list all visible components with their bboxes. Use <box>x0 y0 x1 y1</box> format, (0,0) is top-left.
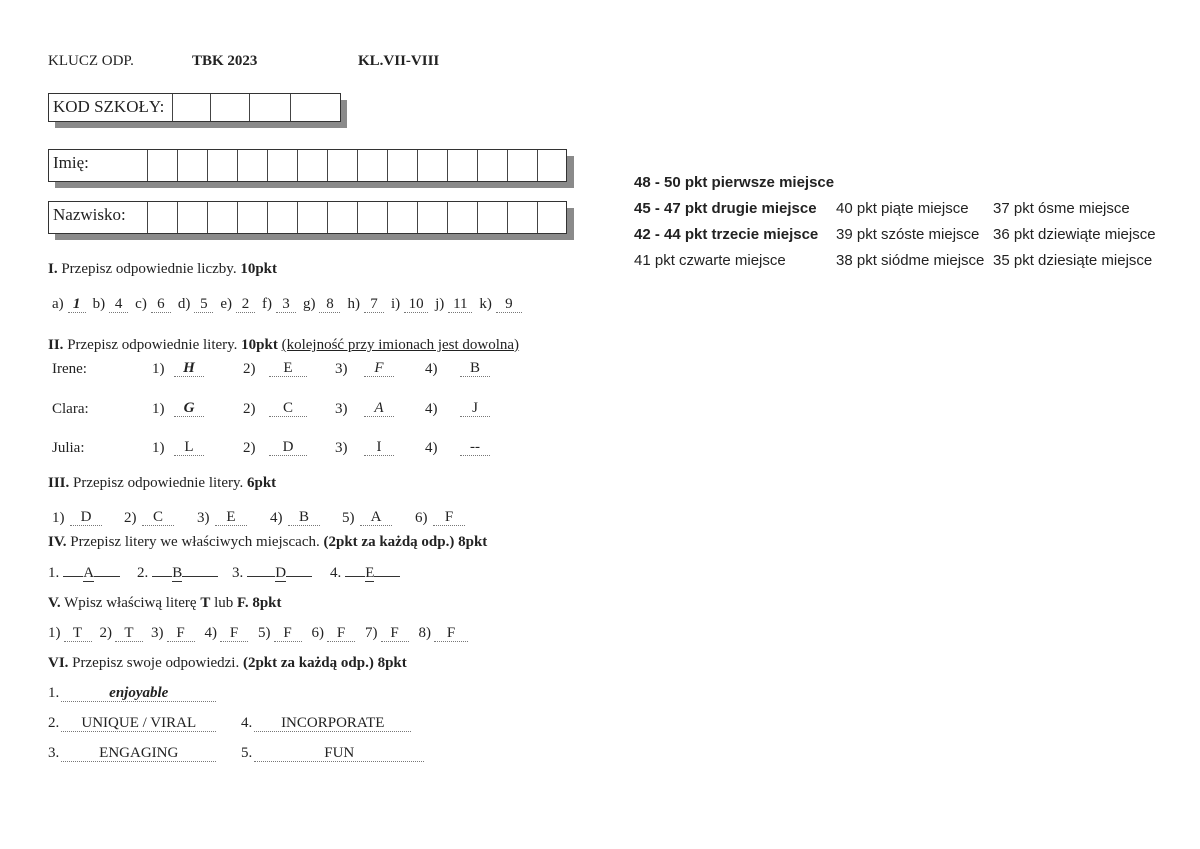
answer-value: 3 <box>276 297 296 313</box>
first-name-cell[interactable] <box>148 150 178 181</box>
answer-value: F <box>364 361 394 377</box>
answer-value: 11 <box>448 297 472 313</box>
answer-label: 2) <box>243 401 256 417</box>
doc-title: KLUCZ ODP. <box>48 53 134 69</box>
answer-value: 8 <box>319 297 340 313</box>
section-2-heading <box>48 337 519 354</box>
written-answer <box>48 685 216 702</box>
answer-label: 7) <box>365 625 378 641</box>
last-name-label: Nazwisko: <box>49 202 148 233</box>
last-name-cell[interactable] <box>478 202 508 233</box>
answer-label: 1) <box>48 625 61 641</box>
last-name-cell[interactable] <box>448 202 478 233</box>
answer-value: F <box>274 626 302 642</box>
answer-label: 1. <box>48 685 60 701</box>
section-number: III. <box>48 475 70 491</box>
answer-label: 1) <box>152 440 165 456</box>
first-name-cell[interactable] <box>508 150 538 181</box>
ranking-entry: 48 - 50 pkt pierwsze miejsce <box>634 174 835 191</box>
written-answer <box>48 745 216 762</box>
answer-label: 5) <box>342 510 355 526</box>
first-name-cell[interactable] <box>238 150 268 181</box>
section-title: Przepisz odpowiednie litery. <box>67 337 238 353</box>
written-answer <box>241 745 424 762</box>
section-note: (kolejność przy imionach jest dowolna) <box>281 337 520 353</box>
answer-value: T <box>64 626 92 642</box>
section-6-heading <box>48 655 407 672</box>
answer-value: 4 <box>109 297 128 313</box>
answer-label: i) <box>390 296 401 312</box>
answer-label: k) <box>479 296 492 312</box>
answer-label: 4. <box>330 565 342 581</box>
answer-label: 2. <box>48 715 60 731</box>
written-answer <box>241 715 411 732</box>
answer-label: 3) <box>335 401 348 417</box>
last-name-cell[interactable] <box>298 202 328 233</box>
section-5-heading <box>48 595 282 612</box>
first-name-box <box>48 149 567 182</box>
first-name-cell[interactable] <box>328 150 358 181</box>
section-1-answers <box>52 296 529 313</box>
test-name: TBK 2023 <box>192 53 258 69</box>
answer-label: j) <box>435 296 445 312</box>
section-number: V. <box>48 595 61 611</box>
answer-value: A <box>364 401 394 417</box>
answer-value: ENGAGING <box>61 746 216 762</box>
false-letter: F. <box>237 595 249 611</box>
last-name-cell[interactable] <box>388 202 418 233</box>
last-name-cell[interactable] <box>268 202 298 233</box>
last-name-cell[interactable] <box>208 202 238 233</box>
answer-label: 1) <box>152 401 165 417</box>
ranking-entry: 40 pkt piąte miejsce <box>836 200 969 217</box>
answer-value: -- <box>460 440 490 456</box>
answer-label: d) <box>177 296 191 312</box>
answer-value: F <box>433 510 465 526</box>
answer-label: 2) <box>99 625 112 641</box>
answer-label: 2) <box>243 440 256 456</box>
answer-value: 1 <box>68 297 86 313</box>
ranking-entry: 36 pkt dziewiąte miejsce <box>993 226 1156 243</box>
answer-label: 8) <box>418 625 431 641</box>
school-code-box <box>48 93 341 122</box>
first-name-cell[interactable] <box>478 150 508 181</box>
answer-label: 4) <box>425 440 438 456</box>
last-name-cell[interactable] <box>328 202 358 233</box>
answer-label: 3. <box>48 745 60 761</box>
ranking-entry: 38 pkt siódme miejsce <box>836 252 985 269</box>
answer-label: 5. <box>241 745 253 761</box>
last-name-cell[interactable] <box>238 202 268 233</box>
first-name-cell[interactable] <box>418 150 448 181</box>
ranking-entry: 39 pkt szóste miejsce <box>836 226 980 243</box>
section-1-heading <box>48 261 277 278</box>
student-name: Julia: <box>52 440 85 456</box>
section-title: Przepisz litery we właściwych miejscach. <box>70 534 320 550</box>
fill-answer <box>48 565 120 582</box>
answer-value: 2 <box>236 297 255 313</box>
answer-value: E <box>269 361 307 377</box>
school-code-cell[interactable] <box>173 94 211 121</box>
school-code-cell[interactable] <box>250 94 291 121</box>
ranking-entry: 41 pkt czwarte miejsce <box>634 252 786 269</box>
answer-label: a) <box>52 296 64 312</box>
blank-line <box>247 576 275 577</box>
answer-value: D <box>275 565 287 581</box>
section-3-heading <box>48 475 276 492</box>
answer-value: 7 <box>364 297 384 313</box>
answer-label: 3) <box>335 440 348 456</box>
blank-line <box>182 576 218 577</box>
student-name: Irene: <box>52 361 87 377</box>
written-answer <box>48 715 216 732</box>
first-name-cell[interactable] <box>268 150 298 181</box>
last-name-box <box>48 201 567 234</box>
section-points: (2pkt za każdą odp.) 8pkt <box>323 534 488 550</box>
answer-label: 2) <box>124 510 137 526</box>
first-name-cell[interactable] <box>448 150 478 181</box>
answer-label: 1. <box>48 565 60 581</box>
answer-label: 4. <box>241 715 253 731</box>
student-name: Clara: <box>52 401 89 417</box>
answer-value: L <box>174 440 204 456</box>
answer-label: 4) <box>270 510 283 526</box>
answer-label: g) <box>302 296 316 312</box>
answer-value: A <box>360 510 392 526</box>
section-title: Przepisz odpowiednie liczby. <box>61 261 237 277</box>
blank-line <box>152 576 172 577</box>
answer-label: 6) <box>415 510 428 526</box>
answer-label: 2) <box>243 361 256 377</box>
answer-value: F <box>327 626 355 642</box>
answer-value: J <box>460 401 490 417</box>
answer-label: 6) <box>311 625 324 641</box>
first-name-cell[interactable] <box>358 150 388 181</box>
answer-value: 9 <box>496 297 522 313</box>
grade-level: KL.VII-VIII <box>358 53 440 69</box>
section-points: 10pkt <box>240 261 278 277</box>
answer-value: G <box>174 401 204 417</box>
answer-label: 3) <box>335 361 348 377</box>
answer-label: e) <box>220 296 232 312</box>
ranking-entry: 42 - 44 pkt trzecie miejsce <box>634 226 819 243</box>
answer-label: 4) <box>425 361 438 377</box>
section-number: I. <box>48 261 58 277</box>
first-name-label: Imię: <box>49 150 148 181</box>
section-title: Wpisz właściwą literę <box>64 595 197 611</box>
section-number: IV. <box>48 534 67 550</box>
answer-label: 3) <box>151 625 164 641</box>
fill-answer <box>330 565 400 582</box>
last-name-cell[interactable] <box>418 202 448 233</box>
answer-value: T <box>115 626 143 642</box>
first-name-cell[interactable] <box>388 150 418 181</box>
section-title: Przepisz odpowiednie litery. <box>73 475 244 491</box>
answer-value: 5 <box>194 297 213 313</box>
blank-line <box>63 576 83 577</box>
ranking-entry: 45 - 47 pkt drugie miejsce <box>634 200 817 217</box>
last-name-cell[interactable] <box>358 202 388 233</box>
answer-value: E <box>365 565 375 581</box>
true-letter: T <box>200 595 211 611</box>
answer-value: H <box>174 361 204 377</box>
first-name-cell[interactable] <box>208 150 238 181</box>
blank-line <box>345 576 365 577</box>
answer-value: C <box>269 401 307 417</box>
section-points: 8pkt <box>252 595 282 611</box>
fill-answer <box>232 565 312 582</box>
answer-value: C <box>142 510 174 526</box>
school-code-cell[interactable] <box>291 94 339 121</box>
answer-label: 3. <box>232 565 244 581</box>
section-number: II. <box>48 337 64 353</box>
answer-value: B <box>460 361 490 377</box>
answer-value: F <box>167 626 195 642</box>
ranking-entry: 37 pkt ósme miejsce <box>993 200 1130 217</box>
answer-label: 2. <box>137 565 149 581</box>
section-4-heading <box>48 534 487 551</box>
section-points: (2pkt za każdą odp.) 8pkt <box>242 655 407 671</box>
answer-label: 4) <box>204 625 217 641</box>
answer-label: 5) <box>258 625 271 641</box>
answer-value: 6 <box>151 297 171 313</box>
answer-value: enjoyable <box>61 686 216 702</box>
answer-value: D <box>70 510 102 526</box>
first-name-cell[interactable] <box>298 150 328 181</box>
ranking-entry: 35 pkt dziesiąte miejsce <box>993 252 1153 269</box>
answer-value: F <box>434 626 468 642</box>
answer-value: B <box>172 565 183 581</box>
school-code-cell[interactable] <box>211 94 250 121</box>
answer-value: INCORPORATE <box>254 716 411 732</box>
last-name-cell[interactable] <box>178 202 208 233</box>
fill-answer <box>137 565 218 582</box>
first-name-cell[interactable] <box>178 150 208 181</box>
answer-value: FUN <box>254 746 424 762</box>
section-number: VI. <box>48 655 69 671</box>
section-points: 10pkt <box>241 337 278 353</box>
last-name-cell[interactable] <box>538 202 566 233</box>
answer-value: B <box>288 510 320 526</box>
section-title: Przepisz swoje odpowiedzi. <box>72 655 240 671</box>
answer-value: F <box>220 626 248 642</box>
answer-label: h) <box>347 296 360 312</box>
answer-value: UNIQUE / VIRAL <box>61 716 216 732</box>
answer-value: 10 <box>404 297 428 313</box>
blank-line <box>286 576 312 577</box>
answer-label: c) <box>135 296 147 312</box>
answer-label: 3) <box>197 510 210 526</box>
last-name-cell[interactable] <box>508 202 538 233</box>
section-5-answers <box>48 625 478 642</box>
answer-value: E <box>215 510 247 526</box>
answer-label: f) <box>261 296 272 312</box>
first-name-cell[interactable] <box>538 150 566 181</box>
blank-line <box>374 576 400 577</box>
answer-value: F <box>381 626 409 642</box>
school-code-label: KOD SZKOŁY: <box>49 94 173 121</box>
answer-value: I <box>364 440 394 456</box>
answer-label: 1) <box>52 510 65 526</box>
answer-label: 4) <box>425 401 438 417</box>
answer-label: b) <box>92 296 106 312</box>
answer-value: D <box>269 440 307 456</box>
answer-label: 1) <box>152 361 165 377</box>
or-word: lub <box>214 595 234 611</box>
answer-value: A <box>83 565 95 581</box>
section-points: 6pkt <box>247 475 277 491</box>
blank-line <box>94 576 120 577</box>
last-name-cell[interactable] <box>148 202 178 233</box>
